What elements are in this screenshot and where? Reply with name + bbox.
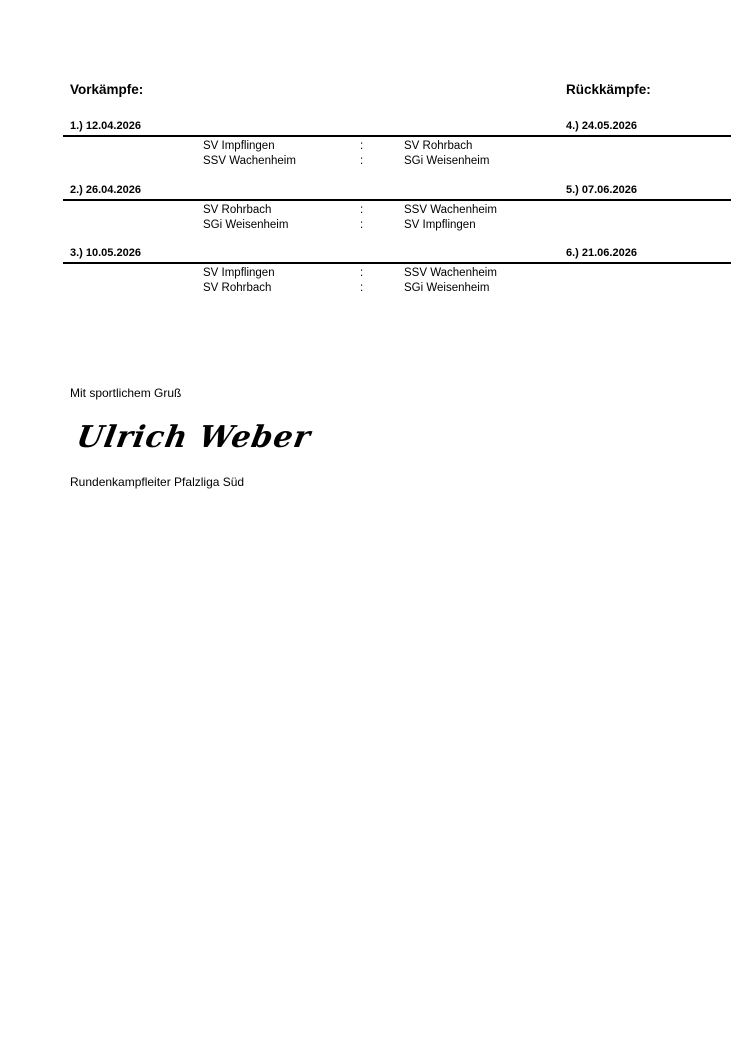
home-team: SV Impflingen xyxy=(203,267,275,279)
closing-greeting: Mit sportlichem Gruß xyxy=(70,386,182,400)
away-team: SSV Wachenheim xyxy=(404,204,497,216)
match-row xyxy=(70,203,731,218)
section-headers xyxy=(70,83,730,99)
divider-line xyxy=(63,199,731,201)
round-3-dates xyxy=(70,246,731,260)
round-3-date-right: 6.) 21.06.2026 xyxy=(566,247,637,259)
home-team: SV Impflingen xyxy=(203,140,275,152)
match-row xyxy=(70,154,731,169)
colon-separator: : xyxy=(360,155,364,167)
round-block-1 xyxy=(70,119,731,169)
round-2-date-right: 5.) 07.06.2026 xyxy=(566,184,637,196)
round-block-3 xyxy=(70,246,731,296)
heading-rueckkaempfe: Rückkämpfe: xyxy=(566,82,651,97)
match-row xyxy=(70,281,731,296)
away-team: SGi Weisenheim xyxy=(404,155,490,167)
home-team: SV Rohrbach xyxy=(203,282,272,294)
colon-separator: : xyxy=(360,267,364,279)
round-3-date-left: 3.) 10.05.2026 xyxy=(70,247,141,259)
match-row xyxy=(70,218,731,233)
round-1-dates xyxy=(70,119,731,133)
round-1-date-right: 4.) 24.05.2026 xyxy=(566,120,637,132)
colon-separator: : xyxy=(360,282,364,294)
signature-role: Rundenkampfleiter Pfalzliga Süd xyxy=(70,475,245,489)
colon-separator: : xyxy=(360,219,364,231)
home-team: SSV Wachenheim xyxy=(203,155,296,167)
divider-line xyxy=(63,135,731,137)
signature-ulrich-weber: Ulrich Weber xyxy=(74,420,314,455)
round-2-date-left: 2.) 26.04.2026 xyxy=(70,184,141,196)
heading-vorkaempfe: Vorkämpfe: xyxy=(70,82,144,97)
match-row xyxy=(70,266,731,281)
match-row xyxy=(70,139,731,154)
divider-line xyxy=(63,262,731,264)
round-block-2 xyxy=(70,183,731,233)
round-1-date-left: 1.) 12.04.2026 xyxy=(70,120,141,132)
colon-separator: : xyxy=(360,140,364,152)
away-team: SV Impflingen xyxy=(404,219,476,231)
away-team: SSV Wachenheim xyxy=(404,267,497,279)
colon-separator: : xyxy=(360,204,364,216)
away-team: SV Rohrbach xyxy=(404,140,473,152)
home-team: SV Rohrbach xyxy=(203,204,272,216)
home-team: SGi Weisenheim xyxy=(203,219,289,231)
away-team: SGi Weisenheim xyxy=(404,282,490,294)
round-2-dates xyxy=(70,183,731,197)
